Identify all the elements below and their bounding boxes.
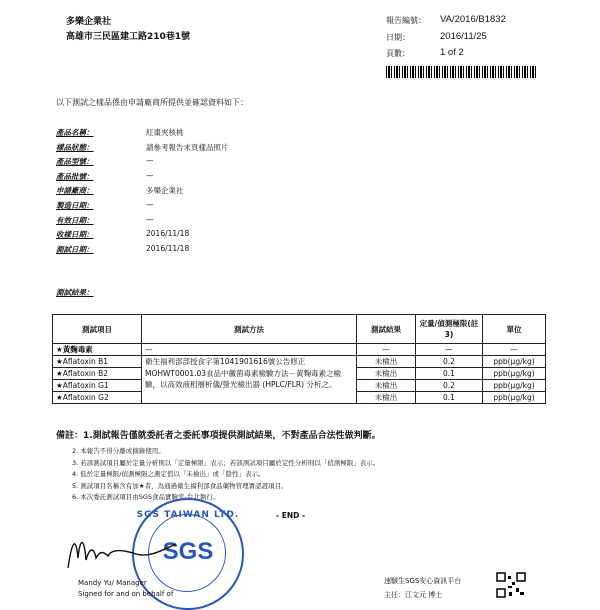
field-value: — <box>146 214 154 224</box>
field-value: 請參考報告末頁樣品照片 <box>146 142 229 152</box>
note-item: 3. 若該測試項目屬於定量分析則以「定量極限」表示；若該測試項目屬於定性分析則以「偵測極限」表示。 <box>72 458 380 467</box>
group-limit: — <box>416 344 483 356</box>
row-unit: ppb(μg/kg) <box>483 380 546 392</box>
group-unit: — <box>483 344 546 356</box>
barcode <box>386 66 538 78</box>
field-value: 紅棗夾核桃 <box>146 128 184 137</box>
field-label: 產品型號： <box>56 157 94 167</box>
row-result: 未檢出 <box>357 356 416 368</box>
field-label: 產品批號： <box>56 171 94 181</box>
row-result: 未檢出 <box>357 380 416 392</box>
field-value: 2016/11/18 <box>146 229 190 239</box>
col-item: 測試項目 <box>53 315 142 344</box>
col-method: 測試方法 <box>142 315 357 344</box>
table-header-row <box>53 315 546 344</box>
field-value: — <box>146 170 154 180</box>
col-limit: 定量/偵測極限(註3) <box>416 315 483 344</box>
row-result: 未檢出 <box>357 368 416 380</box>
row-limit: 0.2 <box>416 356 483 368</box>
note-lead: 備註：1.測試報告僅就委託者之委託事項提供測試結果，不對產品合法性做判斷。 <box>56 431 381 441</box>
page-label: 頁數： <box>386 49 410 58</box>
row-item: ★Aflatoxin B2 <box>53 368 142 380</box>
field-label: 有效日期： <box>56 215 94 225</box>
company-address: 高雄市三民區建工路210巷1號 <box>66 32 191 42</box>
row-unit: ppb(μg/kg) <box>483 356 546 368</box>
field-label: 測試日期： <box>56 244 94 254</box>
group-label: ★黃麴毒素 <box>53 344 142 356</box>
company-name: 多樂企業社 <box>66 17 112 27</box>
note-item: 6. 本次委託測試項目由SGS食品實驗室-台北執行。 <box>72 493 220 502</box>
signer-name: Mandy Yu/ Manager <box>78 579 147 587</box>
group-result: — <box>357 344 416 356</box>
results-label: 測試結果： <box>56 288 94 297</box>
col-unit: 單位 <box>483 315 546 344</box>
row-unit: ppb(μg/kg) <box>483 392 546 404</box>
field-label: 製造日期： <box>56 201 94 210</box>
signed-on-behalf: Signed for and on behalf of <box>78 590 174 598</box>
row-limit: 0.2 <box>416 380 483 392</box>
field-label: 樣品狀態： <box>56 142 94 152</box>
row-limit: 0.1 <box>416 392 483 404</box>
row-item: ★Aflatoxin G1 <box>53 380 142 392</box>
note-item: 5. 測試項目名稱含有加★者，為通過衛生福利部食品藥物管理署認證項目。 <box>72 481 288 490</box>
field-value: 2016/11/18 <box>146 243 190 253</box>
seal-center-text: SGS <box>162 538 214 565</box>
results-table <box>52 314 546 404</box>
row-limit: 0.1 <box>416 368 483 380</box>
row-unit: ppb(μg/kg) <box>483 368 546 380</box>
footer-director: 主任：江文元 博士 <box>384 591 443 599</box>
row-result: 未檢出 <box>357 392 416 404</box>
page-number: 1 of 2 <box>440 47 464 58</box>
field-value: — <box>146 156 154 166</box>
report-date: 2016/11/25 <box>440 31 487 42</box>
field-value: — <box>146 200 154 209</box>
seal-top-text: SGS TAIWAN LTD. <box>136 510 240 520</box>
field-label: 收樣日期： <box>56 230 94 240</box>
note-item: 4. 低於定量極限/偵測極限之測定值以「未檢出」或「陰性」表示。 <box>72 470 265 479</box>
note-item: 2. 本報告不得分離或摘錄使用。 <box>72 447 165 455</box>
row-item: ★Aflatoxin B1 <box>53 356 142 368</box>
report-no: VA/2016/B1832 <box>440 14 506 25</box>
row-item: ★Aflatoxin G2 <box>53 392 142 404</box>
method-cell: 衛生福利部部授食字第1041901616號公告修正MOHWT0001.03食品中黴菌毒素檢驗方法－黃麴毒素之檢驗，以高效液相層析儀/螢光檢出器 (HPLC/FLR) 分析之。 <box>142 356 357 404</box>
table-row <box>53 356 546 368</box>
table-row <box>53 344 546 356</box>
group-method: — <box>142 344 357 356</box>
date-label: 日期： <box>386 33 410 42</box>
field-label: 產品名稱： <box>56 128 94 137</box>
field-value: 多樂企業社 <box>146 186 184 196</box>
col-result: 測試結果 <box>357 315 416 344</box>
report-no-label: 報告編號： <box>386 16 426 25</box>
qr-code-icon <box>496 572 526 598</box>
end-marker: - END - <box>276 511 306 520</box>
intro-text: 以下測試之樣品係由申請廠商所提供並確認資料如下： <box>56 98 248 107</box>
handwritten-signature <box>64 528 184 574</box>
field-label: 申請廠商： <box>56 186 94 196</box>
footer-platform: 速驗生SGS安心資訊平台 <box>384 577 462 585</box>
